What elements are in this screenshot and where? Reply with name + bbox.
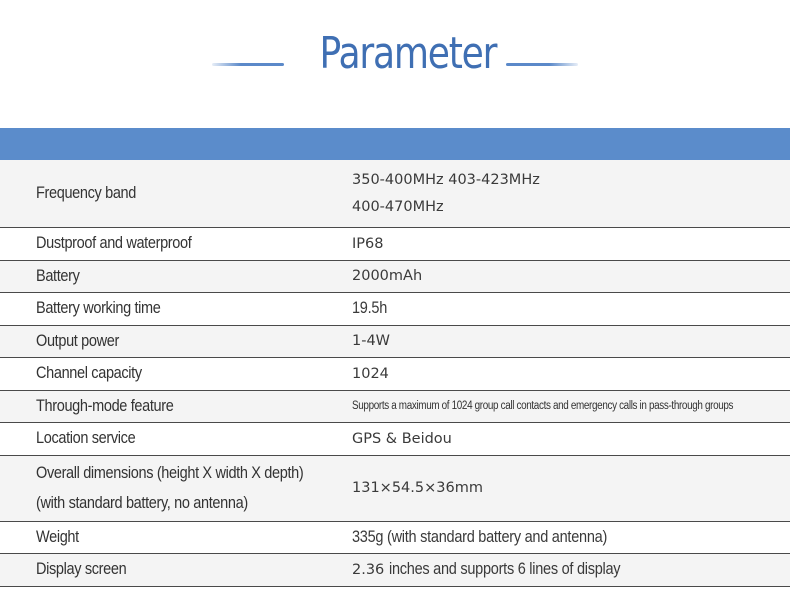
spec-label: Location service [36, 429, 136, 448]
spec-row-display-screen [0, 554, 790, 587]
spec-value: 335g (with standard battery and antenna) [352, 527, 608, 546]
spec-table [0, 160, 790, 587]
spec-value: IP68 [352, 235, 384, 252]
title-decoration-left [212, 63, 284, 66]
spec-row-battery-working-time [0, 293, 790, 326]
spec-value: 19.5h [352, 299, 388, 318]
spec-value-text: inches and supports 6 lines of display [388, 560, 621, 579]
spec-label-line: (with standard battery, no antenna) [36, 494, 248, 512]
title-decoration-right [506, 63, 578, 66]
spec-label-line: Overall dimensions (height X width X depth) [36, 464, 304, 482]
spec-row-location-service [0, 423, 790, 456]
spec-value-line: 400-470MHz [352, 198, 444, 215]
spec-label: Channel capacity [36, 364, 142, 383]
spec-label: Display screen [36, 560, 127, 579]
spec-row-channel-capacity [0, 358, 790, 391]
spec-value [352, 560, 652, 579]
spec-value: 1-4W [352, 333, 391, 350]
spec-value: 131×54.5×36mm [352, 480, 483, 496]
spec-value: Supports a maximum of 1024 group call contacts and emergency calls in pass-through groups [352, 400, 734, 413]
spec-label: Dustproof and waterproof [36, 234, 192, 253]
spec-row-weight [0, 522, 790, 555]
table-header-bar [0, 128, 790, 160]
spec-label: Frequency band [36, 184, 137, 202]
spec-label: Battery working time [36, 299, 161, 318]
spec-value: 1024 [352, 365, 389, 382]
spec-row-through-mode [0, 391, 790, 424]
spec-label [36, 458, 303, 518]
spec-value-line: 350-400MHz 403-423MHz [352, 171, 540, 188]
spec-row-dustproof [0, 228, 790, 261]
spec-label: Weight [36, 527, 79, 546]
spec-row-output-power [0, 326, 790, 359]
spec-value-number: 2.36 [352, 562, 385, 579]
spec-value: GPS & Beidou [352, 430, 452, 447]
spec-value: 2000mAh [352, 268, 423, 285]
spec-row-frequency-band [0, 160, 790, 228]
spec-label: Battery [36, 266, 80, 285]
spec-row-battery [0, 261, 790, 294]
spec-label: Through-mode feature [36, 396, 174, 415]
spec-value [352, 167, 540, 221]
title-block [0, 0, 790, 128]
spec-row-dimensions [0, 456, 790, 522]
page-title: Parameter [319, 28, 497, 79]
spec-label: Output power [36, 331, 119, 350]
